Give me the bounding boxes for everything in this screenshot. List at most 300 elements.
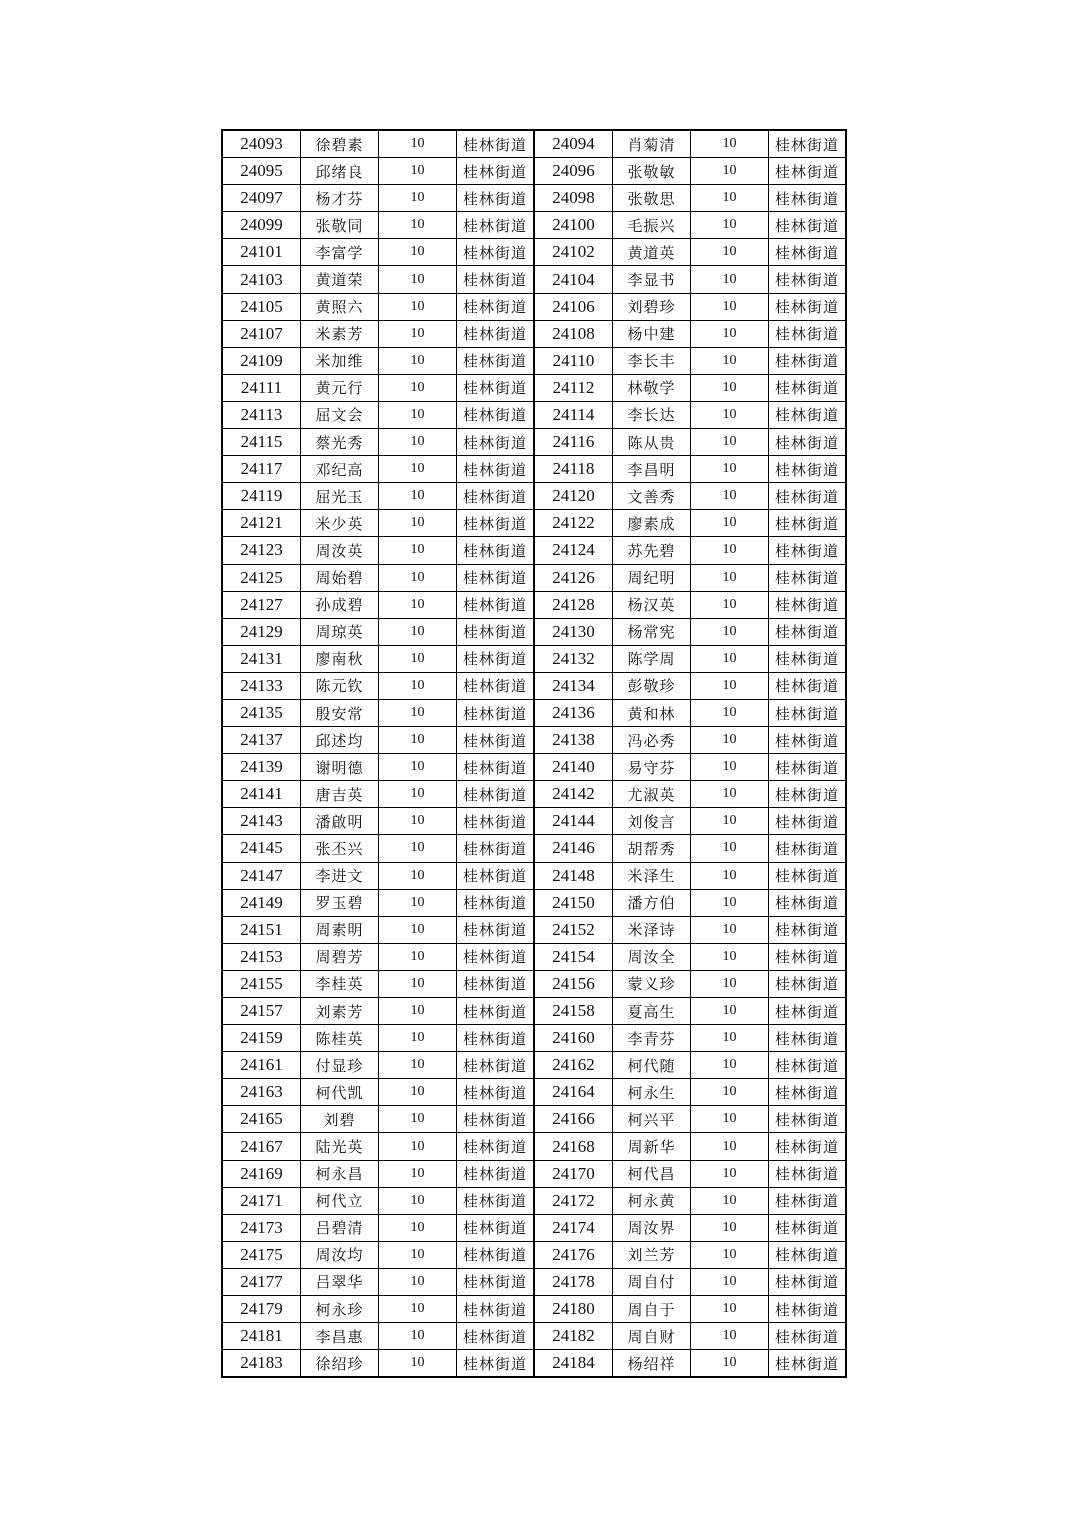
left-quantity-cell: 10 (379, 1106, 457, 1133)
left-id-cell: 24127 (222, 591, 301, 618)
right-id-cell: 24136 (534, 699, 613, 726)
left-id-cell: 24165 (222, 1106, 301, 1133)
right-area-cell: 桂林街道 (769, 510, 847, 537)
left-quantity-cell: 10 (379, 185, 457, 212)
left-name-cell: 米素芳 (301, 320, 379, 347)
right-area-cell: 桂林街道 (769, 699, 847, 726)
table-row (222, 401, 846, 428)
left-id-cell: 24141 (222, 781, 301, 808)
left-id-cell: 24167 (222, 1133, 301, 1160)
left-quantity-cell: 10 (379, 456, 457, 483)
left-area-cell: 桂林街道 (457, 564, 535, 591)
table-row (222, 672, 846, 699)
left-id-cell: 24143 (222, 808, 301, 835)
left-area-cell: 桂林街道 (457, 727, 535, 754)
right-name-cell: 周自付 (613, 1268, 691, 1295)
left-name-cell: 廖南秋 (301, 645, 379, 672)
left-quantity-cell: 10 (379, 239, 457, 266)
left-name-cell: 黄元行 (301, 374, 379, 401)
right-name-cell: 张敬敏 (613, 158, 691, 185)
left-id-cell: 24149 (222, 889, 301, 916)
right-name-cell: 张敬思 (613, 185, 691, 212)
right-area-cell: 桂林街道 (769, 401, 847, 428)
right-name-cell: 周自于 (613, 1296, 691, 1323)
left-area-cell: 桂林街道 (457, 1268, 535, 1295)
right-area-cell: 桂林街道 (769, 1052, 847, 1079)
table-row (222, 1268, 846, 1295)
right-name-cell: 柯永黄 (613, 1187, 691, 1214)
right-area-cell: 桂林街道 (769, 916, 847, 943)
right-area-cell: 桂林街道 (769, 320, 847, 347)
right-area-cell: 桂林街道 (769, 1025, 847, 1052)
left-id-cell: 24131 (222, 645, 301, 672)
right-quantity-cell: 10 (691, 1025, 769, 1052)
right-quantity-cell: 10 (691, 374, 769, 401)
right-area-cell: 桂林街道 (769, 212, 847, 239)
right-quantity-cell: 10 (691, 185, 769, 212)
table-row (222, 835, 846, 862)
left-name-cell: 陈桂英 (301, 1025, 379, 1052)
right-quantity-cell: 10 (691, 998, 769, 1025)
left-name-cell: 周汝均 (301, 1241, 379, 1268)
right-area-cell: 桂林街道 (769, 889, 847, 916)
right-name-cell: 胡帮秀 (613, 835, 691, 862)
table-row (222, 1052, 846, 1079)
right-area-cell: 桂林街道 (769, 970, 847, 997)
right-name-cell: 尤淑英 (613, 781, 691, 808)
table-row (222, 1323, 846, 1350)
left-name-cell: 徐碧素 (301, 130, 379, 158)
right-id-cell: 24100 (534, 212, 613, 239)
left-id-cell: 24109 (222, 347, 301, 374)
left-name-cell: 孙成碧 (301, 591, 379, 618)
left-id-cell: 24101 (222, 239, 301, 266)
table-row (222, 1025, 846, 1052)
left-id-cell: 24163 (222, 1079, 301, 1106)
left-quantity-cell: 10 (379, 320, 457, 347)
table-row (222, 916, 846, 943)
left-quantity-cell: 10 (379, 293, 457, 320)
left-quantity-cell: 10 (379, 699, 457, 726)
left-quantity-cell: 10 (379, 862, 457, 889)
left-area-cell: 桂林街道 (457, 943, 535, 970)
left-quantity-cell: 10 (379, 564, 457, 591)
right-quantity-cell: 10 (691, 456, 769, 483)
left-area-cell: 桂林街道 (457, 483, 535, 510)
right-area-cell: 桂林街道 (769, 185, 847, 212)
right-name-cell: 杨绍祥 (613, 1350, 691, 1378)
right-area-cell: 桂林街道 (769, 591, 847, 618)
right-id-cell: 24104 (534, 266, 613, 293)
left-name-cell: 柯永珍 (301, 1296, 379, 1323)
right-area-cell: 桂林街道 (769, 537, 847, 564)
right-name-cell: 蒙义珍 (613, 970, 691, 997)
left-name-cell: 米加维 (301, 347, 379, 374)
table-row (222, 943, 846, 970)
left-area-cell: 桂林街道 (457, 672, 535, 699)
left-id-cell: 24119 (222, 483, 301, 510)
right-name-cell: 黄和林 (613, 699, 691, 726)
table-row (222, 1133, 846, 1160)
table-row (222, 618, 846, 645)
left-quantity-cell: 10 (379, 1296, 457, 1323)
right-name-cell: 李昌明 (613, 456, 691, 483)
right-area-cell: 桂林街道 (769, 943, 847, 970)
left-area-cell: 桂林街道 (457, 618, 535, 645)
table-row (222, 510, 846, 537)
left-quantity-cell: 10 (379, 1160, 457, 1187)
right-quantity-cell: 10 (691, 645, 769, 672)
left-name-cell: 蔡光秀 (301, 429, 379, 456)
right-name-cell: 李显书 (613, 266, 691, 293)
right-quantity-cell: 10 (691, 1214, 769, 1241)
right-id-cell: 24126 (534, 564, 613, 591)
right-quantity-cell: 10 (691, 130, 769, 158)
right-name-cell: 米泽生 (613, 862, 691, 889)
left-id-cell: 24175 (222, 1241, 301, 1268)
table-row (222, 1241, 846, 1268)
left-quantity-cell: 10 (379, 212, 457, 239)
left-quantity-cell: 10 (379, 754, 457, 781)
right-name-cell: 黄道英 (613, 239, 691, 266)
left-area-cell: 桂林街道 (457, 862, 535, 889)
right-name-cell: 周汝全 (613, 943, 691, 970)
left-id-cell: 24117 (222, 456, 301, 483)
right-name-cell: 文善秀 (613, 483, 691, 510)
left-id-cell: 24099 (222, 212, 301, 239)
left-id-cell: 24113 (222, 401, 301, 428)
left-id-cell: 24129 (222, 618, 301, 645)
right-id-cell: 24120 (534, 483, 613, 510)
right-quantity-cell: 10 (691, 347, 769, 374)
table-row (222, 239, 846, 266)
left-quantity-cell: 10 (379, 781, 457, 808)
right-id-cell: 24162 (534, 1052, 613, 1079)
table-row (222, 1350, 846, 1378)
left-area-cell: 桂林街道 (457, 293, 535, 320)
left-area-cell: 桂林街道 (457, 916, 535, 943)
left-area-cell: 桂林街道 (457, 158, 535, 185)
right-id-cell: 24110 (534, 347, 613, 374)
left-quantity-cell: 10 (379, 1025, 457, 1052)
right-quantity-cell: 10 (691, 672, 769, 699)
table-row (222, 1296, 846, 1323)
table-row (222, 862, 846, 889)
right-area-cell: 桂林街道 (769, 781, 847, 808)
left-area-cell: 桂林街道 (457, 185, 535, 212)
left-quantity-cell: 10 (379, 835, 457, 862)
right-quantity-cell: 10 (691, 1350, 769, 1378)
left-area-cell: 桂林街道 (457, 239, 535, 266)
right-id-cell: 24106 (534, 293, 613, 320)
right-id-cell: 24138 (534, 727, 613, 754)
right-area-cell: 桂林街道 (769, 483, 847, 510)
left-quantity-cell: 10 (379, 1323, 457, 1350)
left-area-cell: 桂林街道 (457, 510, 535, 537)
table-row (222, 1079, 846, 1106)
left-id-cell: 24177 (222, 1268, 301, 1295)
left-quantity-cell: 10 (379, 727, 457, 754)
left-area-cell: 桂林街道 (457, 1241, 535, 1268)
left-id-cell: 24107 (222, 320, 301, 347)
right-area-cell: 桂林街道 (769, 1214, 847, 1241)
table-row (222, 429, 846, 456)
table-row (222, 374, 846, 401)
right-id-cell: 24122 (534, 510, 613, 537)
right-quantity-cell: 10 (691, 1323, 769, 1350)
right-name-cell: 苏先碧 (613, 537, 691, 564)
left-name-cell: 吕翠华 (301, 1268, 379, 1295)
left-id-cell: 24147 (222, 862, 301, 889)
right-area-cell: 桂林街道 (769, 429, 847, 456)
table-row (222, 889, 846, 916)
left-name-cell: 张丕兴 (301, 835, 379, 862)
right-area-cell: 桂林街道 (769, 130, 847, 158)
left-area-cell: 桂林街道 (457, 808, 535, 835)
table-row (222, 970, 846, 997)
right-id-cell: 24108 (534, 320, 613, 347)
right-area-cell: 桂林街道 (769, 158, 847, 185)
left-area-cell: 桂林街道 (457, 347, 535, 374)
right-quantity-cell: 10 (691, 1079, 769, 1106)
left-quantity-cell: 10 (379, 1187, 457, 1214)
left-name-cell: 陆光英 (301, 1133, 379, 1160)
left-name-cell: 邱述均 (301, 727, 379, 754)
left-name-cell: 周始碧 (301, 564, 379, 591)
left-id-cell: 24095 (222, 158, 301, 185)
right-quantity-cell: 10 (691, 618, 769, 645)
right-name-cell: 刘俊言 (613, 808, 691, 835)
left-area-cell: 桂林街道 (457, 1214, 535, 1241)
left-id-cell: 24169 (222, 1160, 301, 1187)
left-area-cell: 桂林街道 (457, 1133, 535, 1160)
right-id-cell: 24154 (534, 943, 613, 970)
left-area-cell: 桂林街道 (457, 889, 535, 916)
left-name-cell: 潘啟明 (301, 808, 379, 835)
table-row (222, 1160, 846, 1187)
left-name-cell: 李富学 (301, 239, 379, 266)
right-quantity-cell: 10 (691, 862, 769, 889)
left-id-cell: 24145 (222, 835, 301, 862)
right-name-cell: 冯必秀 (613, 727, 691, 754)
left-area-cell: 桂林街道 (457, 754, 535, 781)
right-id-cell: 24178 (534, 1268, 613, 1295)
table-row (222, 781, 846, 808)
left-quantity-cell: 10 (379, 429, 457, 456)
right-area-cell: 桂林街道 (769, 1133, 847, 1160)
left-quantity-cell: 10 (379, 618, 457, 645)
right-quantity-cell: 10 (691, 835, 769, 862)
left-area-cell: 桂林街道 (457, 645, 535, 672)
left-area-cell: 桂林街道 (457, 320, 535, 347)
left-area-cell: 桂林街道 (457, 998, 535, 1025)
left-name-cell: 罗玉碧 (301, 889, 379, 916)
left-area-cell: 桂林街道 (457, 699, 535, 726)
left-quantity-cell: 10 (379, 347, 457, 374)
right-area-cell: 桂林街道 (769, 618, 847, 645)
right-id-cell: 24144 (534, 808, 613, 835)
table-row (222, 212, 846, 239)
left-area-cell: 桂林街道 (457, 537, 535, 564)
right-id-cell: 24168 (534, 1133, 613, 1160)
left-id-cell: 24103 (222, 266, 301, 293)
right-quantity-cell: 10 (691, 537, 769, 564)
left-id-cell: 24155 (222, 970, 301, 997)
right-quantity-cell: 10 (691, 916, 769, 943)
right-quantity-cell: 10 (691, 889, 769, 916)
right-area-cell: 桂林街道 (769, 998, 847, 1025)
left-id-cell: 24115 (222, 429, 301, 456)
right-name-cell: 周自财 (613, 1323, 691, 1350)
table-row (222, 591, 846, 618)
left-area-cell: 桂林街道 (457, 1025, 535, 1052)
right-name-cell: 陈从贵 (613, 429, 691, 456)
right-id-cell: 24128 (534, 591, 613, 618)
left-name-cell: 刘碧 (301, 1106, 379, 1133)
right-name-cell: 彭敬珍 (613, 672, 691, 699)
right-name-cell: 陈学周 (613, 645, 691, 672)
left-name-cell: 刘素芳 (301, 998, 379, 1025)
right-quantity-cell: 10 (691, 158, 769, 185)
left-quantity-cell: 10 (379, 130, 457, 158)
right-name-cell: 廖素成 (613, 510, 691, 537)
right-area-cell: 桂林街道 (769, 1323, 847, 1350)
left-area-cell: 桂林街道 (457, 1323, 535, 1350)
left-quantity-cell: 10 (379, 158, 457, 185)
left-name-cell: 柯永昌 (301, 1160, 379, 1187)
right-name-cell: 潘方伯 (613, 889, 691, 916)
table-row (222, 564, 846, 591)
left-name-cell: 周汝英 (301, 537, 379, 564)
right-name-cell: 杨汉英 (613, 591, 691, 618)
left-name-cell: 李昌惠 (301, 1323, 379, 1350)
right-id-cell: 24132 (534, 645, 613, 672)
right-id-cell: 24172 (534, 1187, 613, 1214)
right-name-cell: 夏高生 (613, 998, 691, 1025)
right-name-cell: 柯代昌 (613, 1160, 691, 1187)
left-name-cell: 谢明德 (301, 754, 379, 781)
right-area-cell: 桂林街道 (769, 1296, 847, 1323)
left-quantity-cell: 10 (379, 537, 457, 564)
right-id-cell: 24112 (534, 374, 613, 401)
left-area-cell: 桂林街道 (457, 1106, 535, 1133)
left-name-cell: 邓纪高 (301, 456, 379, 483)
right-id-cell: 24124 (534, 537, 613, 564)
right-name-cell: 林敬学 (613, 374, 691, 401)
left-area-cell: 桂林街道 (457, 970, 535, 997)
left-id-cell: 24151 (222, 916, 301, 943)
left-quantity-cell: 10 (379, 266, 457, 293)
left-area-cell: 桂林街道 (457, 212, 535, 239)
right-name-cell: 易守芬 (613, 754, 691, 781)
right-quantity-cell: 10 (691, 483, 769, 510)
left-name-cell: 张敬同 (301, 212, 379, 239)
right-name-cell: 李长丰 (613, 347, 691, 374)
left-id-cell: 24137 (222, 727, 301, 754)
left-name-cell: 柯代立 (301, 1187, 379, 1214)
table-row (222, 320, 846, 347)
left-area-cell: 桂林街道 (457, 374, 535, 401)
left-quantity-cell: 10 (379, 645, 457, 672)
left-quantity-cell: 10 (379, 672, 457, 699)
right-area-cell: 桂林街道 (769, 835, 847, 862)
right-quantity-cell: 10 (691, 727, 769, 754)
table-row (222, 483, 846, 510)
right-id-cell: 24098 (534, 185, 613, 212)
table-row (222, 754, 846, 781)
right-name-cell: 米泽诗 (613, 916, 691, 943)
table-row (222, 130, 846, 158)
right-name-cell: 刘碧珍 (613, 293, 691, 320)
right-id-cell: 24146 (534, 835, 613, 862)
right-id-cell: 24174 (534, 1214, 613, 1241)
left-quantity-cell: 10 (379, 970, 457, 997)
right-id-cell: 24094 (534, 130, 613, 158)
left-id-cell: 24139 (222, 754, 301, 781)
left-id-cell: 24123 (222, 537, 301, 564)
right-id-cell: 24116 (534, 429, 613, 456)
left-area-cell: 桂林街道 (457, 1296, 535, 1323)
left-name-cell: 黄照六 (301, 293, 379, 320)
left-area-cell: 桂林街道 (457, 1079, 535, 1106)
right-area-cell: 桂林街道 (769, 564, 847, 591)
left-name-cell: 殷安常 (301, 699, 379, 726)
left-id-cell: 24179 (222, 1296, 301, 1323)
left-id-cell: 24097 (222, 185, 301, 212)
right-id-cell: 24152 (534, 916, 613, 943)
right-quantity-cell: 10 (691, 1133, 769, 1160)
right-area-cell: 桂林街道 (769, 1160, 847, 1187)
right-area-cell: 桂林街道 (769, 293, 847, 320)
left-name-cell: 黄道荣 (301, 266, 379, 293)
right-area-cell: 桂林街道 (769, 672, 847, 699)
left-quantity-cell: 10 (379, 1214, 457, 1241)
table-row (222, 998, 846, 1025)
right-id-cell: 24134 (534, 672, 613, 699)
right-quantity-cell: 10 (691, 1187, 769, 1214)
left-quantity-cell: 10 (379, 998, 457, 1025)
left-name-cell: 周素明 (301, 916, 379, 943)
left-area-cell: 桂林街道 (457, 591, 535, 618)
left-area-cell: 桂林街道 (457, 456, 535, 483)
table-row (222, 1187, 846, 1214)
right-id-cell: 24176 (534, 1241, 613, 1268)
right-area-cell: 桂林街道 (769, 347, 847, 374)
right-id-cell: 24170 (534, 1160, 613, 1187)
right-quantity-cell: 10 (691, 1106, 769, 1133)
left-quantity-cell: 10 (379, 1241, 457, 1268)
table-row (222, 699, 846, 726)
left-quantity-cell: 10 (379, 591, 457, 618)
right-quantity-cell: 10 (691, 1160, 769, 1187)
left-id-cell: 24161 (222, 1052, 301, 1079)
right-id-cell: 24182 (534, 1323, 613, 1350)
right-id-cell: 24164 (534, 1079, 613, 1106)
right-area-cell: 桂林街道 (769, 645, 847, 672)
right-quantity-cell: 10 (691, 510, 769, 537)
right-area-cell: 桂林街道 (769, 862, 847, 889)
table-row (222, 266, 846, 293)
right-id-cell: 24148 (534, 862, 613, 889)
left-quantity-cell: 10 (379, 1268, 457, 1295)
right-name-cell: 杨中建 (613, 320, 691, 347)
left-id-cell: 24093 (222, 130, 301, 158)
left-name-cell: 付显珍 (301, 1052, 379, 1079)
table-row (222, 727, 846, 754)
right-quantity-cell: 10 (691, 943, 769, 970)
right-name-cell: 肖菊清 (613, 130, 691, 158)
right-id-cell: 24096 (534, 158, 613, 185)
